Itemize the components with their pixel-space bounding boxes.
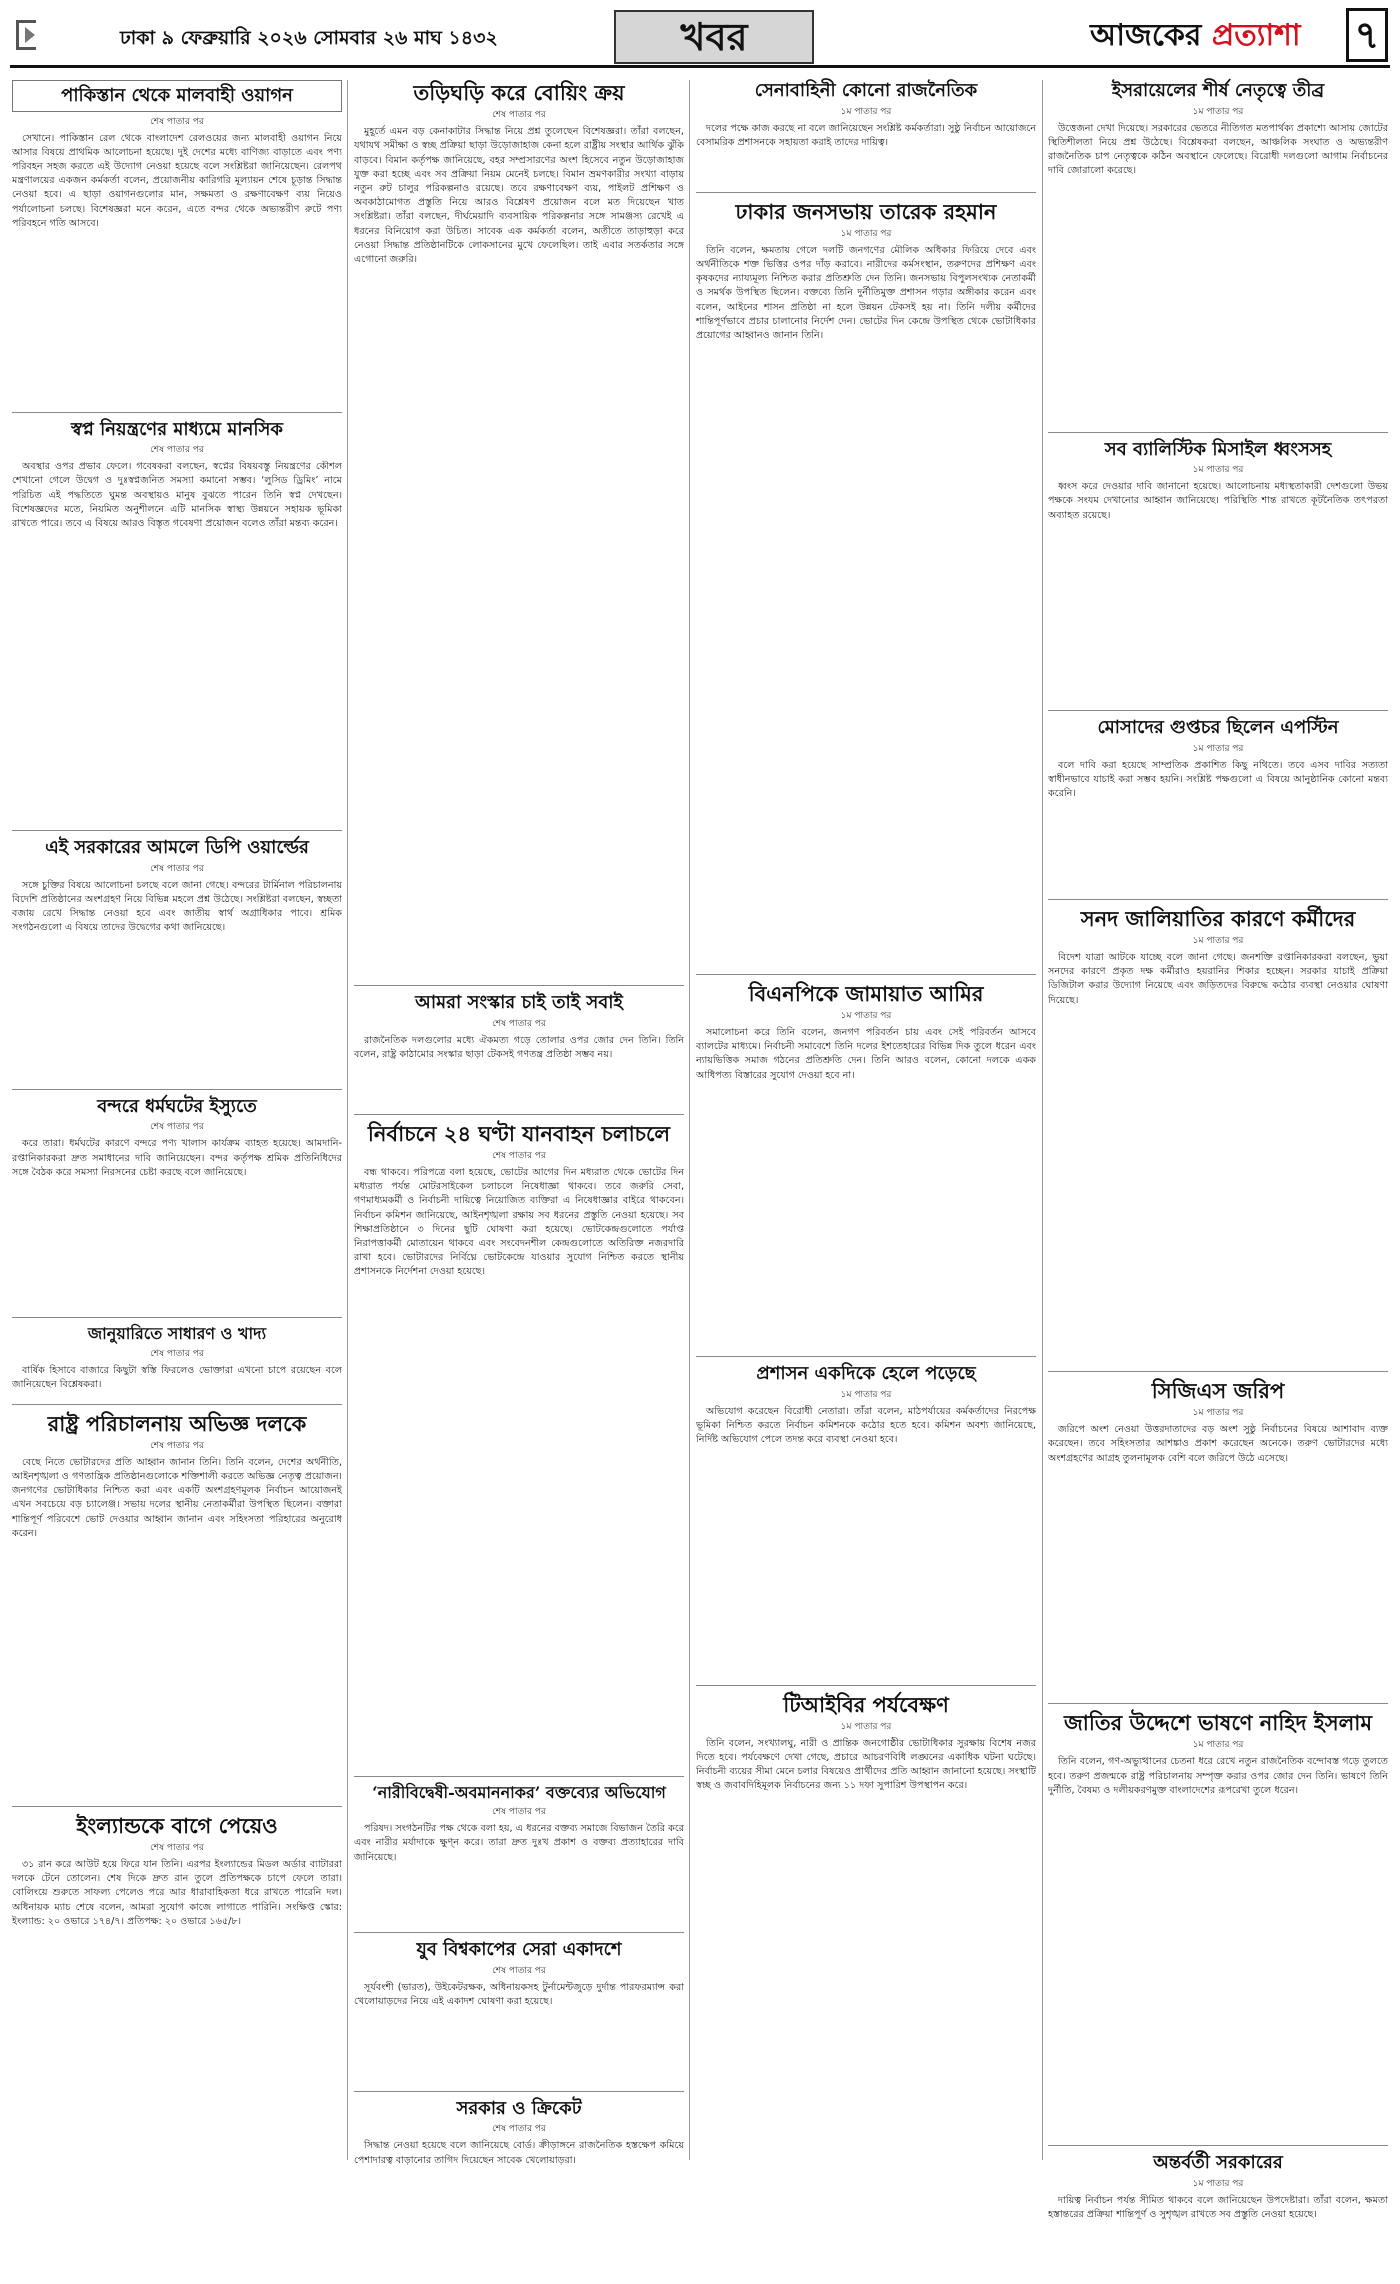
article-headline: বন্দরে ধর্মঘটের ইস্যুতে xyxy=(97,1095,257,1117)
article-separator xyxy=(12,830,342,831)
article-headline: ইংল্যান্ডকে বাগে পেয়েও xyxy=(76,1812,278,1838)
date-line: ঢাকা ৯ ফেব্রুয়ারি ২০২৬ সোমবার ২৬ মাঘ ১৪৩২ xyxy=(120,27,498,49)
section-title: খবর xyxy=(614,10,814,64)
article-headline: ‘নারীবিদ্বেষী-অবমাননাকর’ বক্তব্যের অভিযোগ xyxy=(372,1782,666,1802)
article-text: দলের পক্ষে কাজ করছে না বলে জানিয়েছেন সংশ্লিষ্ট কর্মকর্তারা। সুষ্ঠু নির্বাচন আয়োজনে বেসামরিক প্রশাসনকে সহায়তা করাই তাদের দায়িত্ব। xyxy=(696,122,1036,148)
continued-note: ১ম পাতার পর xyxy=(840,228,892,239)
logo-part-2: প্রত্যাশা xyxy=(1211,18,1301,53)
article-body xyxy=(12,1364,342,1394)
continued-note: ১ম পাতার পর xyxy=(1192,465,1244,476)
continued-note: ১ম পাতার পর xyxy=(840,1721,892,1732)
column-divider xyxy=(689,80,690,2160)
article-dream-control xyxy=(12,419,342,821)
article-separator xyxy=(354,2091,684,2092)
article-text: ধ্বংস করে দেওয়ার দাবি জানানো হয়েছে। আলোচনায় মধ্যস্থতাকারী দেশগুলো উভয় পক্ষকে সংযম দেখানোর আহ্বান জানিয়েছে। পরিস্থিতি শান্ত রাখতে কূটনৈতিক তৎপরতা অব্যাহত রয়েছে। xyxy=(1048,481,1388,521)
article-headline: রাষ্ট্র পরিচালনায় অভিজ্ঞ দলকে xyxy=(47,1410,307,1436)
continued-note: শেষ পাতার পর xyxy=(150,116,204,127)
article-body xyxy=(12,132,342,402)
article-separator xyxy=(1048,2145,1388,2146)
article-separator xyxy=(1048,710,1388,711)
article-body xyxy=(354,1166,684,1766)
article-headline: সেনাবাহিনী কোনো রাজনৈতিক xyxy=(754,80,978,101)
article-text: করে তারা। ধর্মঘটের কারণে বন্দরে পণ্য খালাস কার্যক্রম ব্যাহত হয়েছে। আমদানি-রপ্তানিকারকরা দ্রুত সমাধানের দাবি জানিয়েছেন। বন্দর কর্তৃপক্ষ শ্রমিক প্রতিনিধিদের সঙ্গে বৈঠক করে সমস্যা নিরসনের চেষ্টা করছে বলে জানিয়েছে। xyxy=(12,1138,342,1178)
article-separator xyxy=(12,1806,342,1807)
article-nahid-speech xyxy=(1048,1710,1388,2135)
article-body xyxy=(696,1737,1036,2257)
article-body xyxy=(354,2139,684,2229)
article-separator xyxy=(354,1932,684,1933)
article-body xyxy=(1048,951,1388,1361)
continued-note: ১ম পাতার পর xyxy=(840,1010,892,1021)
article-body xyxy=(12,1137,342,1307)
article-jamaat-amir xyxy=(696,981,1036,1346)
article-text: বেছে নিতে ভোটারদের প্রতি আহ্বান জানান তিনি। তিনি বলেন, দেশের অর্থনীতি, আইনশৃঙ্খলা ও গণতান্ত্রিক প্রতিষ্ঠানগুলোকে শক্তিশালী করতে অভিজ্ঞ নেতৃত্ব প্রয়োজন। জনগণের ভোটাধিকার নিশ্চিত করা এবং একটি অংশগ্রহণমূলক নির্বাচন আয়োজনই এখন সবচেয়ে বড় চ্যালেঞ্জ। সভায় দলের স্থানীয় নেতাকর্মীরা উপস্থিত ছিলেন। বক্তারা শান্তিপূর্ণ পরিবেশে ভোট দেওয়ার আহ্বান জানান এবং সহিংসতা পরিহারের অনুরোধ করেন। xyxy=(12,1456,342,1539)
article-body xyxy=(12,1858,342,2158)
article-headline: ইসরায়েলের শীর্ষ নেতৃত্বে তীব্র xyxy=(1111,80,1325,101)
article-separator xyxy=(696,1356,1036,1357)
article-body xyxy=(354,1981,684,2081)
article-text: পরিষদ। সংগঠনটির পক্ষ থেকে বলা হয়, এ ধরনের বক্তব্য সমাজে বিভাজন তৈরি করে এবং নারীর মর্যাদাকে ক্ষুণ্ন করে। তারা দ্রুত দুঃখ প্রকাশ ও বক্তব্য প্রত্যাহারের দাবি জানিয়েছে। xyxy=(354,1823,684,1863)
continued-note: ১ম পাতার পর xyxy=(1192,2178,1244,2189)
page-number: ৭ xyxy=(1346,8,1388,62)
article-text: সঙ্গে চুক্তির বিষয়ে আলোচনা চলছে বলে জানা গেছে। বন্দরের টার্মিনাল পরিচালনায় বিদেশি প্রতিষ্ঠানের অংশগ্রহণ নিয়ে বিভিন্ন মহলে প্রশ্ন উঠেছে। সংশ্লিষ্টরা বলছেন, স্বচ্ছতা বজায় রেখে সিদ্ধান্ত নেওয়া হবে এবং জাতীয় স্বার্থ অগ্রাধিকার পাবে। শ্রমিক সংগঠনগুলো এ বিষয়ে তাদের উদ্বেগের কথা জানিয়েছে। xyxy=(12,879,342,934)
article-body xyxy=(1048,1423,1388,1693)
article-administration-bias xyxy=(696,1363,1036,1675)
article-text: সেখানে। পাকিস্তান রেল থেকে বাংলাদেশ রেলওয়ের জন্য মালবাহী ওয়াগন নিয়ে আসার বিষয়ে প্রাথমিক আলোচনা হয়েছে। দুই দেশের মধ্যে বাণিজ্য বাড়াতে এবং পণ্য পরিবহন সহজ করতে এই উদ্যোগ নেওয়া হয়েছে বলে সংশ্লিষ্টরা জানিয়েছেন। রেলপথ মন্ত্রণালয়ের একজন কর্মকর্তা বলেন, প্রয়োজনীয় কারিগরি মূল্যায়ন শেষে চূড়ান্ত সিদ্ধান্ত নেওয়া হবে। এ ছাড়া ওয়াগনগুলোর মান, সক্ষমতা ও রক্ষণাবেক্ষণ ব্যয় নিয়েও পর্যালোচনা চলছে। বিশেষজ্ঞরা মনে করেন, এতে বন্দর থেকে অভ্যন্তরীণ রুটে পণ্য পরিবহনে গতি আসবে। xyxy=(12,132,342,229)
article-text: উত্তেজনা দেখা দিয়েছে। সরকারের ভেতরে নীতিগত মতপার্থক্য প্রকাশ্যে আসায় জোটের স্থিতিশীলতা নিয়ে প্রশ্ন উঠেছে। বিশ্লেষকরা বলছেন, আঞ্চলিক সংঘাত ও অভ্যন্তরীণ রাজনৈতিক চাপ নেতৃত্বকে কঠিন অবস্থানে ফেলেছে। বিরোধী দলগুলো আগাম নির্বাচনের দাবি জোরালো করেছে। xyxy=(1048,122,1388,177)
article-headline: তড়িঘড়ি করে বোয়িং ক্রয় xyxy=(413,80,625,105)
column-divider xyxy=(347,80,348,2160)
article-headline: আমরা সংস্কার চাই তাই সবাই xyxy=(415,992,623,1014)
article-pakistan-wagon xyxy=(12,80,342,402)
article-separator xyxy=(12,1089,342,1090)
article-boeing-purchase xyxy=(354,80,684,975)
article-port-strike xyxy=(12,1096,342,1308)
previous-page-arrow-icon[interactable] xyxy=(16,20,36,50)
article-text: অভিযোগ করেছেন বিরোধী নেতারা। তাঁরা বলেন, মাঠপর্যায়ের কর্মকর্তাদের নিরপেক্ষ ভূমিকা নিশ্চিত করতে নির্বাচন কমিশনকে কঠোর হতে হবে। কমিশন অবশ্য জানিয়েছে, নির্দিষ্ট অভিযোগ পেলে তদন্ত করে ব্যবস্থা নেওয়া হবে। xyxy=(696,1405,1036,1445)
continued-note: শেষ পাতার পর xyxy=(150,1348,204,1359)
article-tarique-rally xyxy=(696,199,1036,964)
article-headline: নির্বাচনে ২৪ ঘণ্টা যানবাহন চলাচলে xyxy=(367,1120,671,1146)
article-body xyxy=(354,125,684,975)
article-body xyxy=(354,1822,684,1922)
column-divider xyxy=(1042,80,1043,2160)
article-separator xyxy=(1048,899,1388,900)
article-separator xyxy=(12,1404,342,1405)
article-text: ৩১ রান করে আউট হয়ে ফিরে যান তিনি। এরপর ইংল্যান্ডের মিডল অর্ডার ব্যাটাররা দলকে টেনে তোলেন। শেষ দিকে দ্রুত রান তুলে প্রতিপক্ষকে চাপে ফেলে তারা। বোলিংয়ে শুরুতে সাফল্য পেলেও পরে আর ধারাবাহিকতা ধরে রাখতে পারেনি দল। অধিনায়ক ম্যাচ শেষে বলেন, আমরা সুযোগ কাজে লাগাতে পারিনি। সংক্ষিপ্ত স্কোর: ইংল্যান্ড: ২০ ওভারে ১৭৪/৭। প্রতিপক্ষ: ২০ ওভারে ১৬৫/৮। xyxy=(12,1858,342,1927)
continued-note: শেষ পাতার পর xyxy=(492,1965,546,1976)
article-body xyxy=(12,879,342,1079)
article-dp-world xyxy=(12,837,342,1079)
article-body xyxy=(12,1456,342,1796)
article-body xyxy=(696,1405,1036,1675)
article-separator xyxy=(354,1776,684,1777)
article-separator xyxy=(696,974,1036,975)
article-text: তিনি বলেন, ক্ষমতায় গেলে দলটি জনগণের মৌলিক অধিকার ফিরিয়ে দেবে এবং অর্থনীতিকে শক্ত ভিত্তির ওপর দাঁড় করাবে। নারীদের কর্মসংস্থান, তরুণদের প্রশিক্ষণ এবং কৃষকদের ন্যায্যমূল্য নিশ্চিত করার প্রতিশ্রুতি দেন তিনি। জনসভায় বিপুলসংখ্যক নেতাকর্মী ও সমর্থক উপস্থিত ছিলেন। বক্তব্যে তিনি দুর্নীতিমুক্ত প্রশাসন গড়ার অঙ্গীকার করেন এবং বলেন, আইনের শাসন প্রতিষ্ঠা না হলে উন্নয়ন টেকসই হয় না। তিনি দলীয় কর্মীদের শান্তিপূর্ণভাবে প্রচার চালানোর নির্দেশ দেন। ভোটের দিন কেন্দ্রে উপস্থিত থেকে ভোটাধিকার প্রয়োগের আহ্বানও জানান তিনি। xyxy=(696,244,1036,341)
page-header xyxy=(10,6,1390,68)
article-army-neutral xyxy=(696,80,1036,182)
article-england-cricket xyxy=(12,1813,342,2158)
article-headline: যুব বিশ্বকাপের সেরা একাদশে xyxy=(416,1939,622,1961)
article-headline: সরকার ও ক্রিকেট xyxy=(456,2097,582,2119)
article-separator xyxy=(1048,432,1388,433)
article-body xyxy=(354,1034,684,1104)
article-headline: টিআইবির পর্যবেক্ষণ xyxy=(783,1691,949,1717)
column-3 xyxy=(696,80,1036,2170)
article-headline: বিএনপিকে জামায়াত আমির xyxy=(748,980,984,1006)
article-text: তিনি বলেন, সংখ্যালঘু, নারী ও প্রান্তিক জনগোষ্ঠীর ভোটাধিকার সুরক্ষায় বিশেষ নজর দিতে হবে। পর্যবেক্ষণে দেখা গেছে, প্রচারে আচরণবিধি লঙ্ঘনের একাধিক ঘটনা ঘটেছে। নির্বাচনী ব্যয়ের সীমা মেনে চলার বিষয়েও প্রার্থীদের প্রতি আহ্বান জানানো হয়েছে। সংস্থাটি স্বচ্ছ ও জবাবদিহিমূলক নির্বাচনের জন্য ১১ দফা সুপারিশ উপস্থাপন করে। xyxy=(696,1737,1036,1792)
column-1 xyxy=(12,80,342,2170)
article-body xyxy=(1048,1755,1388,2135)
article-text: তিনি বলেন, গণ-অভ্যুত্থানের চেতনা ধরে রেখে নতুন রাজনৈতিক বন্দোবস্ত গড়ে তুলতে হবে। তরুণ প্রজন্মকে রাষ্ট্র পরিচালনায় সম্পৃক্ত করার ওপর জোর দেন তিনি। ভাষণে তিনি দুর্নীতি, বৈষম্য ও দলীয়করণমুক্ত বাংলাদেশের রূপরেখা তুলে ধরেন। xyxy=(1048,1756,1388,1796)
article-body xyxy=(1048,480,1388,700)
article-body xyxy=(1048,2194,1388,2284)
article-headline: স্বপ্ন নিয়ন্ত্রণের মাধ্যমে মানসিক xyxy=(71,418,283,440)
article-reform xyxy=(354,992,684,1104)
article-misogynist-remark xyxy=(354,1783,684,1922)
continued-note: শেষ পাতার পর xyxy=(150,1122,204,1133)
article-text: বন্ধ থাকবে। পরিপত্রে বলা হয়েছে, ভোটের আগের দিন মধ্যরাত থেকে ভোটের দিন মধ্যরাত পর্যন্ত মোটরসাইকেল চলাচলে নিষেধাজ্ঞা থাকবে। তবে জরুরি সেবা, গণমাধ্যমকর্মী ও নির্বাচনী দায়িত্বে নিয়োজিত ব্যক্তিরা এ নিষেধাজ্ঞার বাইরে থাকবেন। নির্বাচন কমিশন জানিয়েছে, আইনশৃঙ্খলা রক্ষায় সব ধরনের প্রস্তুতি নেওয়া হয়েছে। সব শিক্ষাপ্রতিষ্ঠানে ৩ দিনের ছুটি ঘোষণা করা হয়েছে। ভোটকেন্দ্রগুলোতে পর্যাপ্ত নিরাপত্তাকর্মী মোতায়েন থাকবে এবং সংবেদনশীল কেন্দ্রগুলোতে অতিরিক্ত নজরদারি রাখা হবে। ভোটারদের নির্বিঘ্নে ভোটকেন্দ্রে যাওয়ার সুযোগ নিশ্চিত করতে স্থানীয় প্রশাসনকে নির্দেশনা দেওয়া হয়েছে। xyxy=(354,1166,684,1278)
article-israel-leadership xyxy=(1048,80,1388,422)
article-headline: জানুয়ারিতে সাধারণ ও খাদ্য xyxy=(87,1324,267,1344)
article-separator xyxy=(12,412,342,413)
article-text: সমালোচনা করে তিনি বলেন, জনগণ পরিবর্তন চায় এবং সেই পরিবর্তন আসবে ব্যালটের মাধ্যমে। নির্বাচনী সমাবেশে তিনি দলের ইশতেহারের বিভিন্ন দিক তুলে ধরেন এবং ন্যায়ভিত্তিক সমাজ গঠনের প্রতিশ্রুতি দেন। তিনি আরও বলেন, কোনো দলকে একক আধিপত্য বিস্তারের সুযোগ দেওয়া হবে না। xyxy=(696,1026,1036,1081)
article-headline: এই সরকারের আমলে ডিপি ওয়ার্ল্ডের xyxy=(45,837,309,859)
continued-note: শেষ পাতার পর xyxy=(150,1842,204,1853)
article-separator xyxy=(1048,1703,1388,1704)
continued-note: শেষ পাতার পর xyxy=(492,2124,546,2135)
article-headline: জাতির উদ্দেশে ভাষণে নাহিদ ইসলাম xyxy=(1064,1710,1372,1736)
article-text: রাজনৈতিক দলগুলোর মধ্যে ঐকমত্য গড়ে তোলার ওপর জোর দেন তিনি। তিনি বলেন, রাষ্ট্র কাঠামোর সংস্কার ছাড়া টেকসই গণতন্ত্র প্রতিষ্ঠা সম্ভব নয়। xyxy=(354,1034,684,1060)
article-text: বলে দাবি করা হয়েছে সাম্প্রতিক প্রকাশিত কিছু নথিতে। তবে এসব দাবির সত্যতা স্বাধীনভাবে যাচাই করা সম্ভব হয়নি। সংশ্লিষ্ট পক্ষগুলো এ বিষয়ে আনুষ্ঠানিক কোনো মন্তব্য করেনি। xyxy=(1048,759,1388,800)
continued-note: শেষ পাতার পর xyxy=(492,1807,546,1818)
article-headline: সনদ জালিয়াতির কারণে কর্মীদের xyxy=(1080,905,1356,931)
article-text: বার্ষিক হিসাবে বাজারে কিছুটা স্বস্তি ফিরলেও ভোক্তারা এখনো চাপে রয়েছেন বলে জানিয়েছেন বিশ্লেষকরা। xyxy=(12,1364,342,1390)
article-body xyxy=(696,244,1036,964)
article-government-cricket xyxy=(354,2098,684,2230)
article-body xyxy=(696,1026,1036,1346)
article-interim-government xyxy=(1048,2152,1388,2284)
article-text: সূর্যবংশী (ভারত), উইকেটরক্ষক, অধিনায়কসহ টুর্নামেন্টজুড়ে দুর্দান্ত পারফরম্যান্স করা খেলোয়াড়দের নিয়ে এই একাদশ ঘোষণা করা হয়েছে। xyxy=(354,1981,684,2007)
continued-note: ১ম পাতার পর xyxy=(1192,935,1244,946)
continued-note: ১ম পাতার পর xyxy=(1192,743,1244,754)
article-headline: ঢাকার জনসভায় তারেক রহমান xyxy=(735,198,997,224)
article-body xyxy=(696,122,1036,182)
continued-note: ১ম পাতার পর xyxy=(1192,1408,1244,1419)
column-2 xyxy=(354,80,684,2170)
article-separator xyxy=(696,192,1036,193)
column-4 xyxy=(1048,80,1388,2221)
article-headline: পাকিস্তান থেকে মালবাহী ওয়াগন xyxy=(12,80,342,112)
article-ballistic-missile xyxy=(1048,439,1388,701)
article-text: মুহূর্তে এমন বড় কেনাকাটার সিদ্ধান্ত নিয়ে প্রশ্ন তুলেছেন বিশেষজ্ঞরা। তাঁরা বলছেন, যথাযথ সমীক্ষা ও স্বচ্ছ প্রক্রিয়া ছাড়া উড়োজাহাজ কেনা হলে রাষ্ট্রীয় সংস্থার আর্থিক ঝুঁকি বাড়বে। বিমান কর্তৃপক্ষ জানিয়েছে, বহর সম্প্রসারণের অংশ হিসেবে নতুন উড়োজাহাজ যুক্ত করা হচ্ছে এবং সব প্রক্রিয়া নিয়ম মেনেই চলছে। বিমান ভ্রমণকারীর সংখ্যা বাড়ায় নতুন রুট চালুর পরিকল্পনাও রয়েছে। তবে রক্ষণাবেক্ষণ ব্যয়, পাইলট প্রশিক্ষণ ও অবকাঠামোগত প্রস্তুতি নিয়ে আরও বিশ্লেষণ প্রয়োজন বলে মত দিয়েছেন খাত সংশ্লিষ্টরা। তাঁরা বলছেন, দীর্ঘমেয়াদি ব্যবসায়িক পরিকল্পনার সঙ্গে সামঞ্জস্য রেখেই এ ধরনের বিনিয়োগ করা উচিত। সাবেক এক কর্মকর্তা বলেন, অতীতে তাড়াহুড়া করে নেওয়া সিদ্ধান্ত প্রতিষ্ঠানটিকে লোকসানের মুখে ফেলেছিল। তাই এবার সতর্কতার সঙ্গে এগোনো জরুরি। xyxy=(354,126,684,266)
article-text: সিদ্ধান্ত নেওয়া হয়েছে বলে জানিয়েছে বোর্ড। ক্রীড়াঙ্গনে রাজনৈতিক হস্তক্ষেপ কমিয়ে পেশাদারত্ব বাড়ানোর তাগিদ দিয়েছেন সাবেক খেলোয়াড়রা। xyxy=(354,2140,684,2166)
continued-note: ১ম পাতার পর xyxy=(1192,1740,1244,1751)
article-election-traffic xyxy=(354,1121,684,1766)
article-body xyxy=(1048,759,1388,889)
article-separator xyxy=(696,1685,1036,1686)
newspaper-logo xyxy=(1090,12,1320,60)
article-youth-world-cup xyxy=(354,1939,684,2081)
continued-note: শেষ পাতার পর xyxy=(492,1018,546,1029)
continued-note: ১ম পাতার পর xyxy=(840,1389,892,1400)
article-headline: সিজিএস জরিপ xyxy=(1151,1377,1285,1403)
continued-note: শেষ পাতার পর xyxy=(150,1440,204,1451)
article-text: অবস্থার ওপর প্রভাব ফেলে। গবেষকরা বলছেন, স্বপ্নের বিষয়বস্তু নিয়ন্ত্রণের কৌশল শেখানো গেলে উদ্বেগ ও দুঃস্বপ্নজনিত সমস্যা কমানো সম্ভব। ‘লুসিড ড্রিমিং’ নামে পরিচিত এই পদ্ধতিতে ঘুমন্ত অবস্থায়ও মানুষ বুঝতে পারেন তিনি স্বপ্ন দেখছেন। বিশেষজ্ঞদের মতে, নিয়মিত অনুশীলনে এটি মানসিক স্বাস্থ্য উন্নয়নে সহায়ক ভূমিকা রাখতে পারে। তবে এ বিষয়ে আরও বিস্তৃত গবেষণা প্রয়োজন বলেও তাঁরা মন্তব্য করেন। xyxy=(12,461,342,529)
article-headline: সব ব্যালিস্টিক মিসাইল ধ্বংসসহ xyxy=(1104,438,1332,460)
continued-note: শেষ পাতার পর xyxy=(492,110,546,121)
continued-note: ১ম পাতার পর xyxy=(1192,106,1244,117)
article-headline: প্রশাসন একদিকে হেলে পড়েছে xyxy=(756,1362,976,1384)
article-text: জরিপে অংশ নেওয়া উত্তরদাতাদের বড় অংশ সুষ্ঠু নির্বাচনের বিষয়ে আশাবাদ ব্যক্ত করেছেন। তবে সহিংসতার আশঙ্কাও প্রকাশ করেছেন অনেকে। তরুণ ভোটারদের মধ্যে অংশগ্রহণের আগ্রহ তুলনামূলক বেশি বলে জরিপে উঠে এসেছে। xyxy=(1048,1424,1388,1464)
article-tib-observation xyxy=(696,1692,1036,2257)
article-separator xyxy=(1048,1371,1388,1372)
article-inflation xyxy=(12,1324,342,1393)
article-separator xyxy=(354,985,684,986)
continued-note: ১ম পাতার পর xyxy=(840,106,892,117)
article-experienced-party xyxy=(12,1411,342,1796)
article-body xyxy=(1048,122,1388,422)
article-headline: মোসাদের গুপ্তচর ছিলেন এপস্টিন xyxy=(1097,717,1339,739)
continued-note: শেষ পাতার পর xyxy=(150,863,204,874)
logo-part-1: আজকের xyxy=(1090,18,1202,53)
continued-note: শেষ পাতার পর xyxy=(150,445,204,456)
article-separator xyxy=(12,1317,342,1318)
article-body xyxy=(12,460,342,820)
continued-note: শেষ পাতার পর xyxy=(492,1150,546,1161)
article-separator xyxy=(354,1114,684,1115)
article-headline: অন্তর্বর্তী সরকারের xyxy=(1153,2152,1283,2174)
article-epstein-mossad xyxy=(1048,717,1388,889)
article-cgs-survey xyxy=(1048,1378,1388,1693)
article-text: দায়িত্ব নির্বাচন পর্যন্ত সীমিত থাকবে বলে জানিয়েছেন উপদেষ্টারা। তাঁরা বলেন, ক্ষমতা হস্তান্তরের প্রক্রিয়া শান্তিপূর্ণ ও সুশৃঙ্খল রাখতে সব প্রস্তুতি নেওয়া হয়েছে। xyxy=(1048,2194,1388,2221)
article-text: বিদেশ যাত্রা আটকে যাচ্ছে বলে জানা গেছে। জনশক্তি রপ্তানিকারকরা বলছেন, ভুয়া সনদের কারণে প্রকৃত দক্ষ কর্মীরাও হয়রানির শিকার হচ্ছেন। সরকার যাচাই প্রক্রিয়া ডিজিটাল করার উদ্যোগ নিয়েছে এবং জড়িতদের বিরুদ্ধে কঠোর ব্যবস্থা নেওয়ার ঘোষণা দিয়েছে। xyxy=(1048,951,1388,1006)
article-certificate-fraud xyxy=(1048,906,1388,1361)
